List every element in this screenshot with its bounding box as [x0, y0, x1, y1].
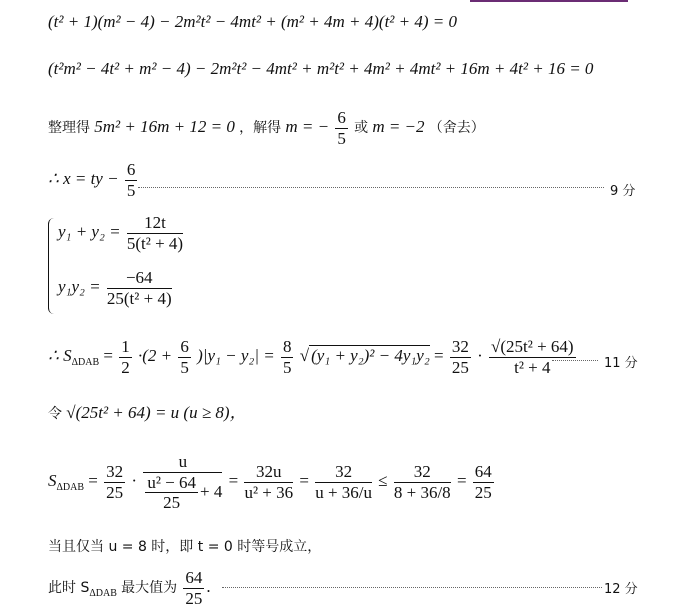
equals-sign-2: = — [434, 345, 444, 365]
fraction-denominator: 5(t² + 4) — [126, 233, 184, 253]
final-prefix: 此时 S — [48, 579, 90, 596]
fraction-denominator: 25 — [163, 493, 181, 513]
area-symbol: ∴ S — [48, 345, 72, 365]
top-accent-bar — [470, 0, 628, 2]
fraction-product — [107, 268, 172, 308]
plus-four: + 4 — [200, 481, 223, 501]
fraction-64-25 — [473, 462, 494, 502]
equation-line-3 — [48, 108, 485, 148]
fraction-32-over-u — [315, 462, 372, 502]
equality-condition — [48, 537, 321, 554]
inner-fraction — [145, 473, 198, 513]
fraction-denominator: 2 — [121, 357, 130, 377]
score-9: 9 分 — [610, 184, 636, 199]
system-brace — [48, 218, 57, 314]
less-equal-sign: ≤ — [378, 471, 388, 491]
equals-sign-3: = — [88, 471, 98, 491]
fraction-numerator: 1 — [121, 337, 130, 356]
fraction-numerator: √(25t² + 64) — [491, 337, 574, 356]
fraction-numerator: 6 — [126, 160, 136, 179]
fraction-32-25-b — [104, 462, 125, 502]
fraction-denominator: t² + 4 — [514, 357, 551, 377]
label-simplify: 整理得 — [48, 119, 90, 136]
final-answer-line — [48, 568, 211, 608]
line-equation-lhs: ∴ x = ty − — [48, 168, 119, 188]
dotted-leader-3 — [222, 587, 602, 588]
fraction-numerator: 6 — [180, 337, 189, 356]
fraction-numerator: 32u — [244, 462, 293, 483]
label-or: 或 — [354, 119, 369, 136]
area-equation — [48, 337, 578, 377]
fraction-numerator: 64 — [185, 568, 203, 587]
fraction-compound — [143, 452, 222, 513]
fraction-result — [489, 337, 576, 377]
fraction-six-fifths — [125, 160, 138, 200]
area-term-2: )|y₁ − y₂| = — [197, 345, 275, 365]
area-symbol-2: S — [48, 471, 57, 491]
fraction-numerator: 32 — [106, 462, 124, 482]
fraction-32-25 — [450, 337, 471, 377]
fraction-numerator: 64 — [474, 462, 492, 482]
fraction-sum — [127, 213, 183, 253]
fraction-numerator: 32 — [451, 337, 469, 356]
fraction-denominator: 5 — [126, 180, 136, 200]
sqrt-content: (y₁ + y₂)² − 4y₁y₂ — [311, 345, 430, 365]
product-lhs: y₁y₂ = — [58, 276, 101, 296]
fraction-denominator: 8 + 36/8 — [393, 482, 451, 502]
fraction-denominator: 25 — [185, 588, 203, 608]
condition-text: 当且仅当 u = 8 时，即 t = 0 时等号成立， — [48, 539, 322, 555]
fraction-numerator: u — [143, 452, 222, 473]
final-label: 最大值为 — [121, 579, 178, 596]
sqrt-symbol: √ — [299, 345, 310, 365]
fraction-numerator: 32 — [394, 462, 451, 483]
label-solve: ，解得 — [239, 119, 282, 136]
equation-line-2 — [48, 60, 593, 77]
equation-line-4 — [48, 160, 139, 200]
fraction-solution-1 — [335, 108, 348, 148]
fraction-denominator: 25(t² + 4) — [106, 288, 172, 308]
equation-line-1 — [48, 13, 457, 30]
fraction-half — [119, 337, 132, 377]
sum-lhs: y₁ + y₂ = — [58, 221, 121, 241]
fraction-numerator: 6 — [337, 108, 346, 127]
dot-operator: · — [477, 345, 483, 365]
label-let: 令 — [48, 406, 62, 422]
fraction-numerator: 8 — [282, 337, 292, 356]
score-11: 11 分 — [604, 356, 638, 371]
solution-2: m = −2 — [372, 116, 425, 136]
final-subscript: ΔDAB — [89, 587, 117, 599]
equation-1-text: (t² + 1)(m² − 4) − 2m²t² − 4mt² + (m² + 4m + 4)(t² + 4) = 0 — [48, 12, 457, 31]
area-subscript: ΔDAB — [71, 356, 100, 368]
equals-sign: = — [103, 345, 113, 365]
substitution-expression: √(25t² + 64) = u (u ≥ 8)， — [66, 403, 247, 422]
fraction-32-over-8 — [394, 462, 451, 502]
dotted-leader-2 — [552, 360, 598, 361]
equals-sign-4: = — [228, 471, 239, 491]
area-term-1: ·(2 + — [137, 345, 173, 365]
fraction-denominator: u + 36/u — [315, 482, 373, 502]
fraction-denominator: 5 — [282, 357, 292, 377]
fraction-denominator: 5 — [337, 128, 346, 148]
fraction-denominator: 25 — [451, 357, 469, 377]
fraction-max-value — [183, 568, 204, 608]
equals-sign-5: = — [299, 471, 309, 491]
fraction-denominator: 25 — [474, 482, 492, 502]
quadratic-equation: 5m² + 16m + 12 = 0 — [94, 116, 235, 136]
fraction-numerator: 12t — [127, 213, 183, 234]
final-period: . — [206, 576, 211, 596]
dot-operator-2: · — [131, 471, 138, 491]
fraction-32u — [244, 462, 293, 502]
fraction-denominator: u² + 36 — [244, 482, 294, 502]
fraction-numerator: u² − 64 — [147, 472, 196, 492]
fraction-six-fifths-2 — [178, 337, 191, 377]
system-eq-2 — [58, 268, 174, 308]
fraction-numerator: −64 — [107, 268, 172, 289]
fraction-eight-fifths — [281, 337, 294, 377]
fraction-denominator: 5 — [180, 357, 189, 377]
fraction-denominator: 25 — [106, 482, 124, 502]
substitution-line — [48, 404, 247, 421]
area-inequality-chain — [48, 452, 496, 513]
equation-2-text: (t²m² − 4t² + m² − 4) − 2m²t² − 4mt² + m²t² + 4m² + 4mt² + 16m + 4t² + 16 = 0 — [48, 59, 594, 78]
fraction-numerator: 32 — [315, 462, 372, 483]
system-eq-1 — [58, 213, 185, 253]
label-discard: （舍去） — [428, 119, 485, 136]
score-12: 12 分 — [604, 582, 638, 597]
compound-denominator — [143, 473, 222, 513]
area-subscript-2: ΔDAB — [56, 482, 85, 494]
dotted-leader-1 — [138, 187, 604, 188]
solution-1-lhs: m = − — [285, 116, 330, 136]
equals-sign-6: = — [456, 471, 467, 491]
